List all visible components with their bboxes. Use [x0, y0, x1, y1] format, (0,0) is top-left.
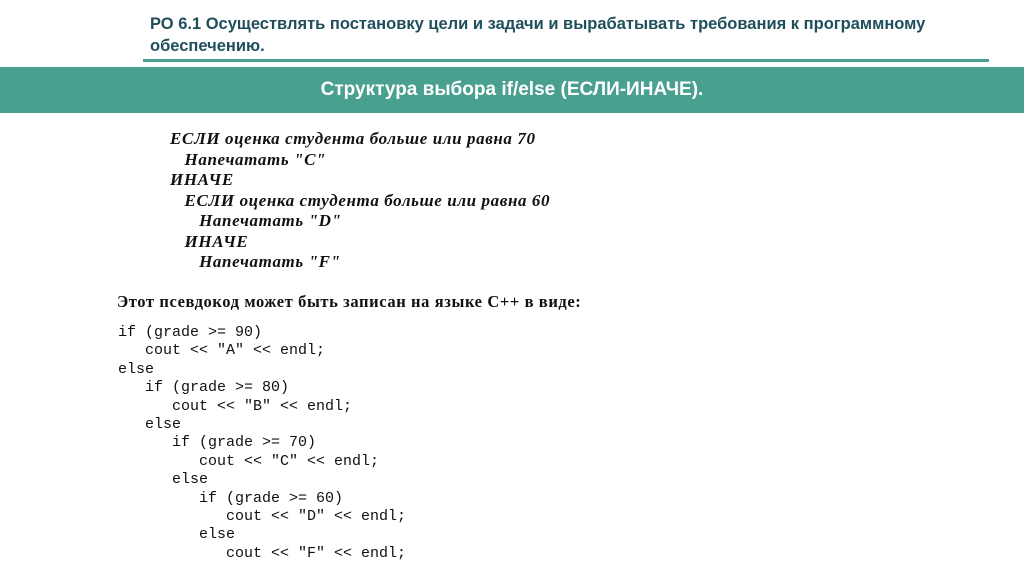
section-title-band [0, 67, 1024, 113]
pseudocode-line: ЕСЛИ оценка студента больше или равна 60 [170, 190, 551, 210]
header-divider [143, 59, 989, 62]
pseudocode-line: ИНАЧЕ [170, 170, 234, 189]
code-line: if (grade >= 70) [118, 434, 317, 452]
code-line: if (grade >= 90) [118, 324, 263, 341]
code-line: cout << "D" << endl; [118, 507, 407, 525]
code-line: cout << "B" << endl; [118, 397, 353, 415]
pseudocode-line: ИНАЧЕ [170, 231, 249, 251]
pseudocode-block [170, 129, 550, 273]
pseudocode-line: Напечатать "C" [170, 149, 327, 169]
code-line: cout << "C" << endl; [118, 452, 380, 470]
code-line: if (grade >= 80) [118, 379, 290, 397]
pseudocode-line: Напечатать "D" [170, 211, 342, 230]
cpp-code-block [118, 324, 406, 563]
slide-header-title: РО 6.1 Осуществлять постановку цели и задачи и вырабатывать требования к программному обеспечению. [150, 15, 926, 55]
code-line: else [118, 471, 209, 489]
pseudocode-line: ЕСЛИ оценка студента больше или равна 70 [170, 129, 536, 148]
code-line: else [118, 415, 182, 433]
code-line: if (grade >= 60) [118, 489, 344, 507]
code-line: cout << "F" << endl; [118, 544, 407, 562]
pseudocode-line: Напечатать "F" [170, 252, 341, 271]
code-line: cout << "A" << endl; [118, 342, 326, 360]
code-line: else [118, 360, 155, 378]
code-line: else [118, 526, 236, 544]
section-title: Структура выбора if/else (ЕСЛИ-ИНАЧЕ). [320, 79, 704, 100]
intro-text: Этот псевдокод может быть записан на языке С++ в виде: [117, 292, 582, 311]
